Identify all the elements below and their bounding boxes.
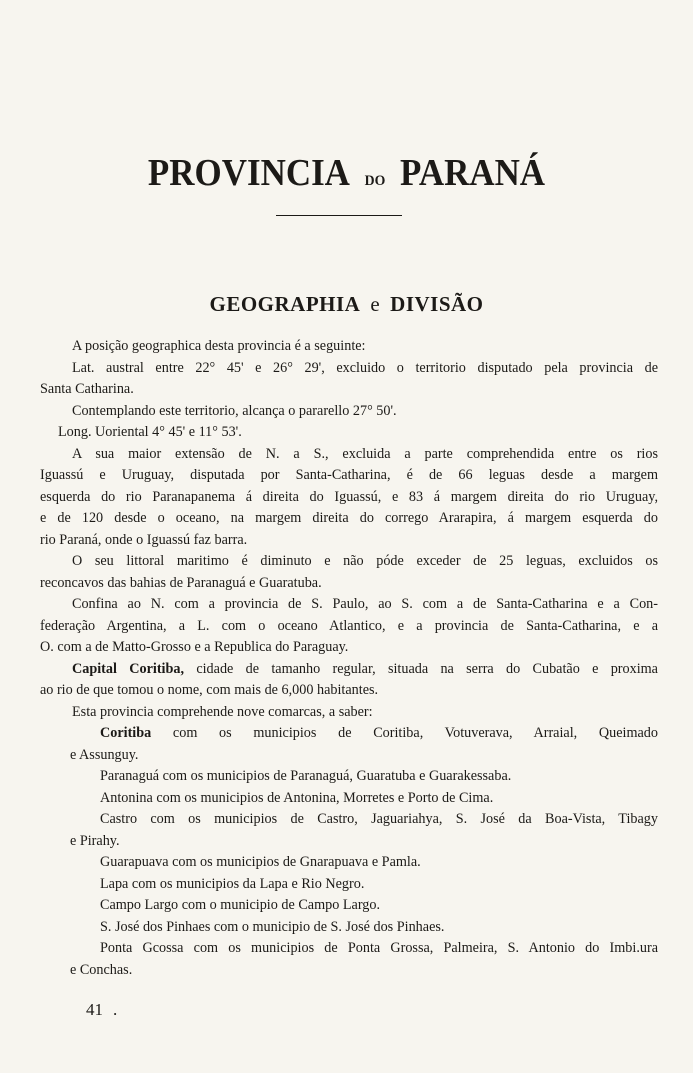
text-line: federação Argentina, a L. com o oceano Atlantico, e a provincia de Santa-Catharina, e a — [40, 617, 658, 634]
comarca-line — [40, 723, 658, 745]
title-rule — [276, 215, 402, 216]
title-end: PARANÁ — [400, 152, 546, 194]
text-span: cidade de tamanho regular, situada na serra do Cubatão e proxima — [184, 660, 658, 677]
heading-connector: e — [370, 292, 381, 316]
comarca-line: S. José dos Pinhaes com o municipio de S. José dos Pinhaes. — [100, 918, 445, 935]
capital-name: Capital Coritiba, — [72, 660, 185, 677]
comarca-line: Campo Largo com o municipio de Campo Largo. — [100, 897, 381, 913]
page-number — [86, 1000, 117, 1020]
comarca-line: e Pirahy. — [70, 832, 120, 849]
comarca-line: e Conchas. — [70, 961, 133, 978]
text-line — [40, 659, 658, 681]
text-span: com os municipios de Coritiba, Votuverava, Arraial, Queimado — [151, 725, 658, 741]
page-number-mark: . — [113, 1000, 118, 1019]
section-heading — [0, 290, 693, 318]
text-line: Iguassú e Uruguay, disputada por Santa-Catharina, é de 66 leguas desde a margem — [40, 467, 658, 483]
text-line: rio Paraná, onde o Iguassú faz barra. — [40, 531, 248, 548]
text-line: Confina ao N. com a provincia de S. Paulo, ao S. com a de Santa-Catharina e a Con- — [72, 596, 658, 612]
comarca-line: Ponta Gcossa com os municipios de Ponta Grossa, Palmeira, S. Antonio do Imbi.ura — [100, 940, 658, 956]
title-main: PROVINCIA — [147, 152, 350, 194]
text-line: Santa Catharina. — [40, 381, 134, 397]
comarca-line: e Assunguy. — [70, 746, 139, 763]
comarca-line: Lapa com os municipios da Lapa e Rio Negro. — [100, 875, 365, 892]
text-line: Lat. austral entre 22° 45' e 26° 29', excluido o territorio disputado pela provincia de — [72, 359, 658, 376]
text-line: O seu littoral maritimo é diminuto e não póde exceder de 25 leguas, excluidos os — [72, 553, 658, 569]
text-line: e de 120 desde o oceano, na margem direita do corrego Ararapira, á margem esquerda do — [40, 510, 658, 526]
text-line: A sua maior extensão de N. a S., excluida a parte comprehendida entre os rios — [72, 445, 658, 462]
text-line: ao rio de que tomou o nome, com mais de 6,000 habitantes. — [40, 682, 379, 698]
text-line: Esta provincia comprehende nove comarcas, a saber: — [72, 703, 373, 720]
comarca-line: Antonina com os municipios de Antonina, Morretes e Porto de Cima. — [100, 789, 494, 806]
text-line: Contemplando este territorio, alcança o pararello 27° 50'. — [72, 402, 397, 419]
text-line: A posição geographica desta provincia é a seguinte: — [72, 338, 366, 354]
text-line: reconcavos das bahias de Paranaguá e Guaratuba. — [40, 574, 322, 591]
heading-right: DIVISÃO — [390, 292, 484, 316]
body-text — [40, 336, 658, 981]
comarca-line: Castro com os municipios de Castro, Jaguariahya, S. José da Boa-Vista, Tibagy — [100, 811, 658, 827]
page-title — [28, 150, 666, 204]
text-line: O. com a de Matto-Grosso e a Republica do Paraguay. — [40, 639, 349, 655]
comarca-line: Paranaguá com os municipios de Paranaguá, Guaratuba e Guarakessaba. — [100, 768, 512, 784]
text-line: Long. Uoriental 4° 45' e 11° 53'. — [58, 424, 242, 440]
page-number-value: 41 — [86, 1000, 103, 1019]
title-connector: DO — [364, 173, 386, 189]
comarca-name: Coritiba — [100, 725, 152, 741]
comarca-line: Guarapuava com os municipios de Gnarapuava e Pamla. — [100, 854, 421, 870]
text-line: esquerda do rio Paranapanema á direita do Iguassú, e 83 á margem direita do rio Uruguay, — [40, 488, 658, 505]
heading-left: GEOGRAPHIA — [209, 292, 361, 316]
